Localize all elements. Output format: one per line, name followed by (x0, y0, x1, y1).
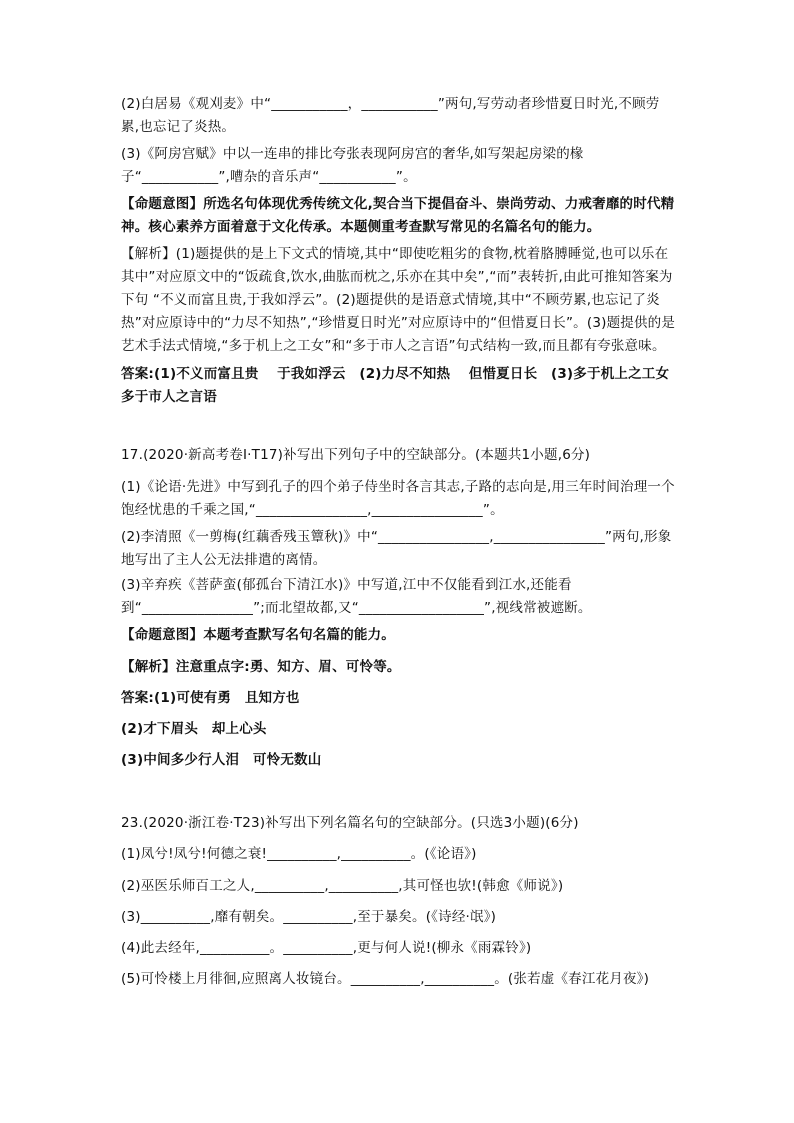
q17-answer-3: (3)中间多少行人泪 可怜无数山 (121, 752, 322, 768)
q17-title: 17.(2020·新高考卷Ⅰ·T17)补写出下列句子中的空缺部分。(本题共1小题,6分) (121, 447, 591, 463)
q23-item-1: (1)凤兮!凤兮!何德之衰!__________,__________。(《论语》) (121, 846, 477, 862)
q23-item-4: (4)此去经年,__________。__________,更与何人说!(柳永《雨霖铃》) (121, 940, 532, 956)
q17-item-1: (1)《论语·先进》中写到孔子的四个弟子侍坐时各言其志,子路的志向是,用三年时间治理一个饱经忧患的千乘之国,“________________,________________”。 (121, 479, 675, 518)
q16-item-3: (3)《阿房宫赋》中以一连串的排比夸张表现阿房宫的奢华,如写架起房梁的椽子“___________”,嘈杂的音乐声“___________”。 (121, 146, 584, 185)
q23-item-2: (2)巫医乐师百工之人,__________,__________,其可怪也欤!(韩愈《师说》) (121, 878, 564, 894)
q17-item-3: (3)辛弃疾《菩萨蛮(郁孤台下清江水)》中写道,江中不仅能看到江水,还能看到“________________”;而北望故都,又“__________________”,视线常被遮断。 (121, 577, 592, 616)
q23-item-3: (3)__________,靡有朝矣。__________,至于暴矣。(《诗经·氓》) (121, 909, 497, 925)
q16-item-2: (2)白居易《观刈麦》中“___________，___________”两句,写劳动者珍惜夏日时光,不顾劳累,也忘记了炎热。 (121, 96, 660, 135)
q17-answer-1: 答案:(1)可使有勇 且知方也 (121, 690, 300, 706)
q23-title: 23.(2020·浙江卷·T23)补写出下列名篇名句的空缺部分。(只选3小题)(6分) (121, 815, 579, 831)
q16-analysis: 【解析】(1)题提供的是上下文式的情境,其中“即使吃粗劣的食物,枕着胳膊睡觉,也可以乐在其中”对应原文中的“饭疏食,饮水,曲肱而枕之,乐亦在其中矣”,“而”表转折,由此可推知答案为下句 “不义而富且贵,于我如浮云”。(2)题提供的是语意式情境,其中“不顾劳累,也忘记了炎热”对应原诗中的“力尽不知热”,“珍惜夏日时光”对应原诗中的“但惜夏日长”。(3)题提供的是艺术手法式情境,“多于机上之工女”和“多于市人之言语”句式结构一致,而且都有夸张意味。 (121, 246, 676, 354)
q17-item-2: (2)李清照《一剪梅(红藕香残玉簟秋)》中“________________,________________”两句,形象地写出了主人公无法排遣的离情。 (121, 529, 672, 568)
q16-intent: 【命题意图】所选名句体现优秀传统文化,契合当下提倡奋斗、崇尚劳动、力戒奢靡的时代精神。核心素养方面着意于文化传承。本题侧重考查默写常见的名篇名句的能力。 (121, 196, 675, 235)
q17-analysis: 【解析】注意重点字:勇、知方、眉、可怜等。 (121, 659, 401, 675)
q17-answer-2: (2)才下眉头 却上心头 (121, 721, 267, 737)
q23-item-5: (5)可怜楼上月徘徊,应照离人妆镜台。__________,__________。(张若虚《春江花月夜》) (121, 971, 650, 987)
q17-intent: 【命题意图】本题考查默写名句名篇的能力。 (121, 627, 395, 643)
q16-answer: 答案:(1)不义而富且贵 于我如浮云 (2)力尽不知热 但惜夏日长 (3)多于机上之工女 多于市人之言语 (121, 366, 683, 405)
